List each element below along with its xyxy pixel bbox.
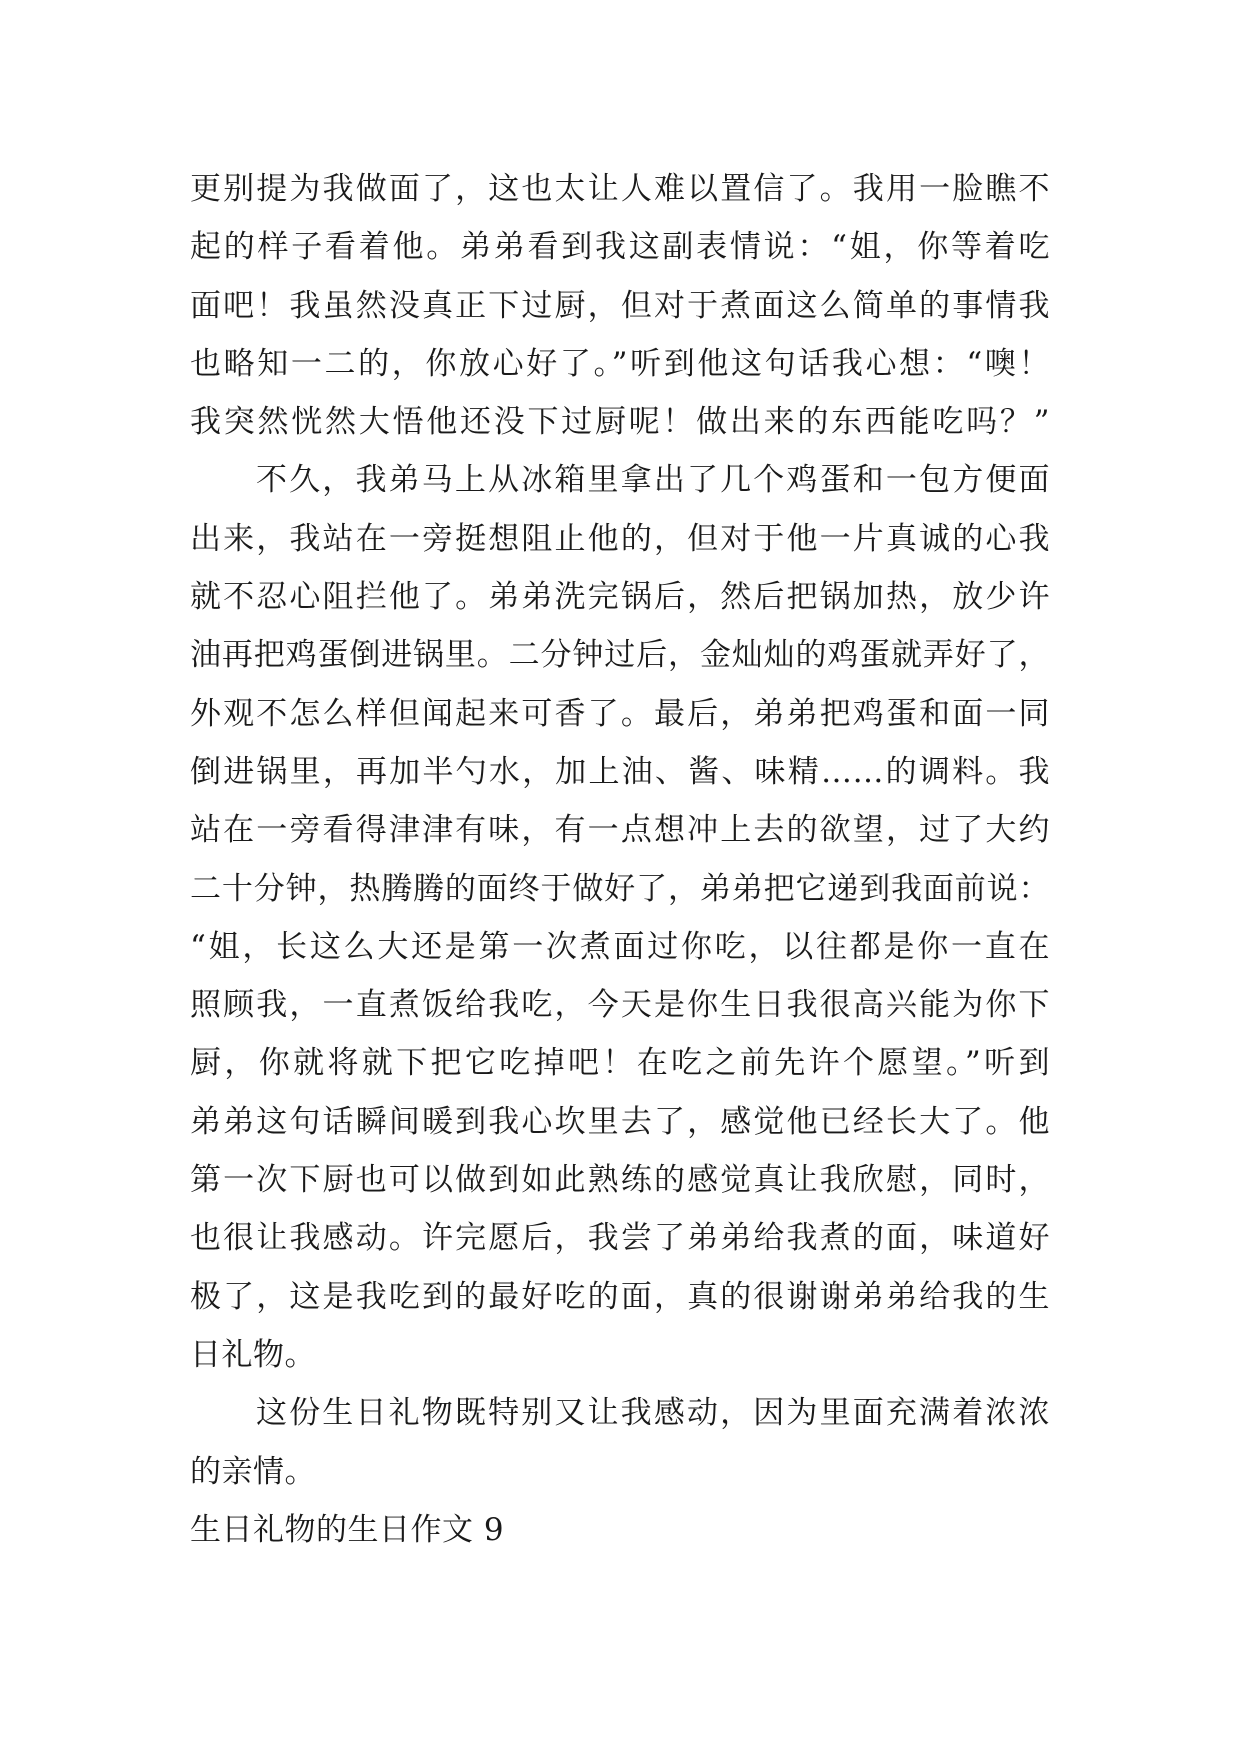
document-body — [190, 160, 1050, 1559]
text-line: 不久，我弟马上从冰箱里拿出了几个鸡蛋和一包方便面 — [256, 462, 1050, 499]
text-line: 就不忍心阻拦他了。弟弟洗完锅后，然后把锅加热，放少许 — [190, 579, 1050, 616]
text-line: 倒进锅里，再加半勺水，加上油、酱、味精……的调料。我 — [190, 753, 1050, 790]
text-line: 弟弟这句话瞬间暖到我心坎里去了，感觉他已经长大了。他 — [190, 1103, 1050, 1140]
text-line: 油再把鸡蛋倒进锅里。二分钟过后，金灿灿的鸡蛋就弄好了， — [190, 637, 1050, 674]
text-line: 站在一旁看得津津有味，有一点想冲上去的欲望，过了大约 — [190, 812, 1050, 849]
text-line: 的亲情。 — [190, 1453, 316, 1490]
section-heading: 生日礼物的生日作文 9 — [190, 1511, 505, 1548]
paragraph — [190, 451, 1050, 1384]
text-line: 厨，你就将就下把它吃掉吧！在吃之前先许个愿望。”听到 — [190, 1045, 1050, 1082]
text-line: 二十分钟，热腾腾的面终于做好了，弟弟把它递到我面前说： — [190, 870, 1050, 907]
text-line: “姐，长这么大还是第一次煮面过你吃，以往都是你一直在 — [190, 928, 1050, 965]
text-line: 极了，这是我吃到的最好吃的面，真的很谢谢弟弟给我的生 — [190, 1278, 1050, 1315]
text-line: 我突然恍然大悟他还没下过厨呢！做出来的东西能吃吗？” — [190, 404, 1050, 441]
text-line: 也略知一二的，你放心好了。”听到他这句话我心想：“噢！ — [190, 345, 1050, 382]
text-line: 面吧！我虽然没真正下过厨，但对于煮面这么简单的事情我 — [190, 287, 1050, 324]
text-line: 这份生日礼物既特别又让我感动，因为里面充满着浓浓 — [256, 1395, 1050, 1432]
text-line: 起的样子看着他。弟弟看到我这副表情说：“姐，你等着吃 — [190, 229, 1050, 266]
text-line: 日礼物。 — [190, 1336, 316, 1373]
text-line: 照顾我，一直煮饭给我吃，今天是你生日我很高兴能为你下 — [190, 987, 1050, 1024]
text-line: 更别提为我做面了，这也太让人难以置信了。我用一脸瞧不 — [190, 171, 1050, 207]
text-line: 第一次下厨也可以做到如此熟练的感觉真让我欣慰，同时， — [190, 1162, 1050, 1199]
text-line: 外观不怎么样但闻起来可香了。最后，弟弟把鸡蛋和面一同 — [190, 695, 1050, 732]
text-line: 也很让我感动。许完愿后，我尝了弟弟给我煮的面，味道好 — [190, 1220, 1050, 1257]
paragraph — [190, 160, 1050, 451]
text-line: 出来，我站在一旁挺想阻止他的，但对于他一片真诚的心我 — [190, 520, 1050, 557]
paragraph — [190, 1384, 1050, 1501]
